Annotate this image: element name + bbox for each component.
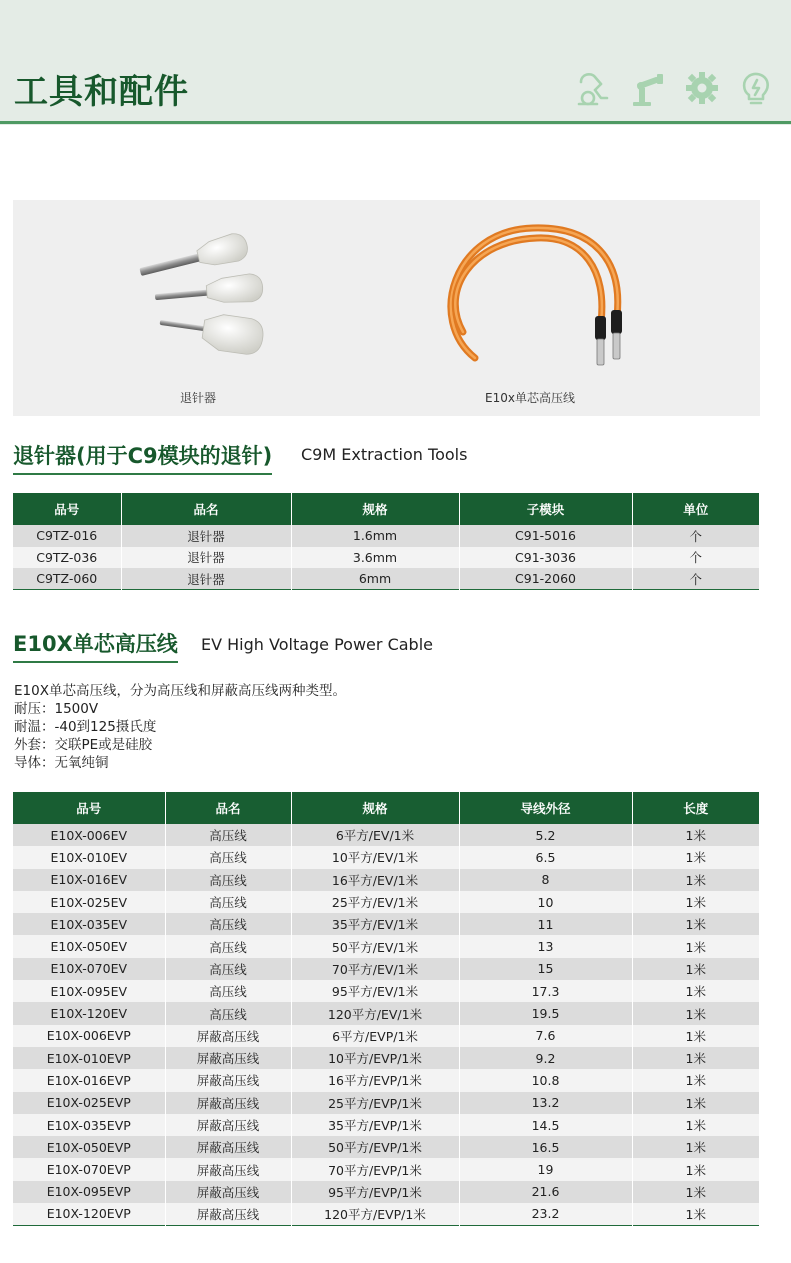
table-cell: 120平方/EV/1米	[291, 1002, 459, 1024]
table-row	[13, 1114, 759, 1136]
table-cell: 7.6	[459, 1025, 632, 1047]
table-cell: 13	[459, 935, 632, 957]
table-cell: E10X-010EV	[13, 846, 165, 868]
table-cell: 退针器	[121, 568, 291, 590]
section-cable-subtitle: EV High Voltage Power Cable	[201, 635, 433, 654]
table-cell: 14.5	[459, 1114, 632, 1136]
table-cell: 6mm	[291, 568, 459, 590]
table-header-row	[13, 493, 759, 525]
column-header: 规格	[291, 792, 459, 824]
table-cell: 退针器	[121, 547, 291, 569]
table-cell: 屏蔽高压线	[165, 1136, 291, 1158]
table-cell: E10X-070EV	[13, 958, 165, 980]
table-cell: 高压线	[165, 824, 291, 846]
description-line: E10X单芯高压线，分为高压线和屏蔽高压线两种类型。	[14, 683, 346, 699]
table-cell: 25平方/EV/1米	[291, 891, 459, 913]
table-row	[13, 1136, 759, 1158]
table-cell: 1米	[632, 1047, 759, 1069]
column-header: 规格	[291, 493, 459, 525]
table-cell: 70平方/EVP/1米	[291, 1158, 459, 1180]
table-cell: 70平方/EV/1米	[291, 958, 459, 980]
column-header: 单位	[632, 493, 759, 525]
table-cell: E10X-025EVP	[13, 1092, 165, 1114]
table-cell: 10平方/EVP/1米	[291, 1047, 459, 1069]
table-cell: 16.5	[459, 1136, 632, 1158]
table-header-row	[13, 792, 759, 824]
table-cell: 15	[459, 958, 632, 980]
extraction-tools-table	[13, 493, 759, 590]
table-cell: E10X-035EVP	[13, 1114, 165, 1136]
table-cell: 1米	[632, 1114, 759, 1136]
table-cell: 10平方/EV/1米	[291, 846, 459, 868]
table-cell: 1米	[632, 1181, 759, 1203]
table-cell: 1米	[632, 1002, 759, 1024]
section-extraction-subtitle: C9M Extraction Tools	[301, 445, 468, 464]
table-cell: 11	[459, 913, 632, 935]
bulb-icon	[737, 68, 775, 108]
table-cell: 19	[459, 1158, 632, 1180]
table-cell: 95平方/EVP/1米	[291, 1181, 459, 1203]
table-cell: 1米	[632, 891, 759, 913]
column-header: 品名	[121, 493, 291, 525]
table-cell: 23.2	[459, 1203, 632, 1225]
table-cell: 屏蔽高压线	[165, 1158, 291, 1180]
table-cell: 9.2	[459, 1047, 632, 1069]
table-cell: 1米	[632, 1069, 759, 1091]
extraction-tool-image	[133, 222, 273, 372]
table-cell: E10X-120EV	[13, 1002, 165, 1024]
column-header: 品号	[13, 792, 165, 824]
table-row	[13, 1047, 759, 1069]
description-line: 耐压：1500V	[14, 701, 99, 717]
table-cell: 50平方/EV/1米	[291, 935, 459, 957]
table-cell: 高压线	[165, 1002, 291, 1024]
description-line: 外套：交联PE或是硅胶	[14, 737, 153, 753]
table-row	[13, 568, 759, 590]
table-cell: E10X-025EV	[13, 891, 165, 913]
table-row	[13, 1092, 759, 1114]
table-cell: E10X-016EV	[13, 869, 165, 891]
table-cell: 高压线	[165, 980, 291, 1002]
table-cell: 1米	[632, 913, 759, 935]
column-header: 子模块	[459, 493, 632, 525]
column-header: 导线外径	[459, 792, 632, 824]
table-row	[13, 1069, 759, 1091]
table-cell: 高压线	[165, 958, 291, 980]
extraction-tool-caption: 退针器	[180, 391, 217, 405]
table-cell: 高压线	[165, 913, 291, 935]
table-row	[13, 958, 759, 980]
table-row	[13, 913, 759, 935]
description-line: 耐温：-40到125摄氏度	[14, 719, 157, 735]
table-cell: 10.8	[459, 1069, 632, 1091]
table-cell: 120平方/EVP/1米	[291, 1203, 459, 1225]
table-cell: 1米	[632, 1158, 759, 1180]
table-cell: 个	[632, 525, 759, 547]
table-cell: C9TZ-016	[13, 525, 121, 547]
section-cable-title: E10X单芯高压线	[13, 628, 178, 663]
cable-description	[14, 682, 346, 772]
table-cell: 个	[632, 568, 759, 590]
column-header: 品名	[165, 792, 291, 824]
table-cell: C91-5016	[459, 525, 632, 547]
table-cell: 退针器	[121, 525, 291, 547]
cable-table	[13, 792, 759, 1226]
table-cell: 17.3	[459, 980, 632, 1002]
table-row	[13, 547, 759, 569]
table-cell: 1.6mm	[291, 525, 459, 547]
table-cell: E10X-095EV	[13, 980, 165, 1002]
header-divider	[0, 121, 791, 124]
table-cell: 95平方/EV/1米	[291, 980, 459, 1002]
table-cell: 10	[459, 891, 632, 913]
robot-icon	[629, 68, 667, 108]
table-row	[13, 1181, 759, 1203]
page-title: 工具和配件	[14, 72, 189, 112]
table-cell: 6.5	[459, 846, 632, 868]
table-cell: 3.6mm	[291, 547, 459, 569]
table-cell: C91-3036	[459, 547, 632, 569]
table-cell: E10X-035EV	[13, 913, 165, 935]
table-cell: 1米	[632, 1092, 759, 1114]
table-cell: E10X-095EVP	[13, 1181, 165, 1203]
table-row	[13, 824, 759, 846]
table-row	[13, 846, 759, 868]
table-cell: 16平方/EV/1米	[291, 869, 459, 891]
table-cell: 高压线	[165, 846, 291, 868]
table-cell: 1米	[632, 824, 759, 846]
table-row	[13, 1203, 759, 1225]
table-row	[13, 1158, 759, 1180]
table-cell: 1米	[632, 958, 759, 980]
table-row	[13, 980, 759, 1002]
table-cell: 屏蔽高压线	[165, 1092, 291, 1114]
section-extraction-title: 退针器(用于C9模块的退针)	[13, 440, 272, 475]
product-photo-panel	[13, 200, 760, 416]
table-cell: E10X-010EVP	[13, 1047, 165, 1069]
table-cell: 1米	[632, 1136, 759, 1158]
table-cell: E10X-050EVP	[13, 1136, 165, 1158]
table-cell: 高压线	[165, 869, 291, 891]
table-cell: 1米	[632, 869, 759, 891]
table-cell: 高压线	[165, 935, 291, 957]
table-cell: 1米	[632, 1203, 759, 1225]
robot-arm-icon	[575, 68, 613, 108]
table-cell: 1米	[632, 935, 759, 957]
table-cell: 19.5	[459, 1002, 632, 1024]
table-cell: 个	[632, 547, 759, 569]
table-cell: 1米	[632, 1025, 759, 1047]
table-row	[13, 935, 759, 957]
table-cell: 5.2	[459, 824, 632, 846]
table-cell: C9TZ-036	[13, 547, 121, 569]
table-cell: 1米	[632, 980, 759, 1002]
table-cell: 35平方/EV/1米	[291, 913, 459, 935]
table-cell: 屏蔽高压线	[165, 1181, 291, 1203]
table-cell: 屏蔽高压线	[165, 1203, 291, 1225]
cable-caption: E10x单芯高压线	[485, 391, 575, 405]
table-row	[13, 1025, 759, 1047]
table-cell: E10X-016EVP	[13, 1069, 165, 1091]
table-row	[13, 891, 759, 913]
column-header: 长度	[632, 792, 759, 824]
table-cell: C9TZ-060	[13, 568, 121, 590]
table-cell: 50平方/EVP/1米	[291, 1136, 459, 1158]
table-cell: 35平方/EVP/1米	[291, 1114, 459, 1136]
table-cell: 6平方/EV/1米	[291, 824, 459, 846]
table-row	[13, 869, 759, 891]
table-cell: 屏蔽高压线	[165, 1025, 291, 1047]
table-cell: 1米	[632, 846, 759, 868]
table-cell: 屏蔽高压线	[165, 1069, 291, 1091]
table-cell: 高压线	[165, 891, 291, 913]
table-cell: E10X-070EVP	[13, 1158, 165, 1180]
table-cell: E10X-006EVP	[13, 1025, 165, 1047]
header-icon-row	[575, 68, 775, 108]
table-cell: 21.6	[459, 1181, 632, 1203]
table-cell: 屏蔽高压线	[165, 1047, 291, 1069]
table-row	[13, 1002, 759, 1024]
table-row	[13, 525, 759, 547]
table-cell: 25平方/EVP/1米	[291, 1092, 459, 1114]
table-cell: E10X-006EV	[13, 824, 165, 846]
description-line: 导体：无氧纯铜	[14, 755, 109, 771]
table-cell: 8	[459, 869, 632, 891]
table-cell: 屏蔽高压线	[165, 1114, 291, 1136]
table-cell: C91-2060	[459, 568, 632, 590]
table-cell: E10X-050EV	[13, 935, 165, 957]
table-cell: E10X-120EVP	[13, 1203, 165, 1225]
table-cell: 16平方/EVP/1米	[291, 1069, 459, 1091]
table-cell: 13.2	[459, 1092, 632, 1114]
column-header: 品号	[13, 493, 121, 525]
gear-icon	[683, 68, 721, 108]
cable-image	[433, 220, 653, 380]
table-cell: 6平方/EVP/1米	[291, 1025, 459, 1047]
